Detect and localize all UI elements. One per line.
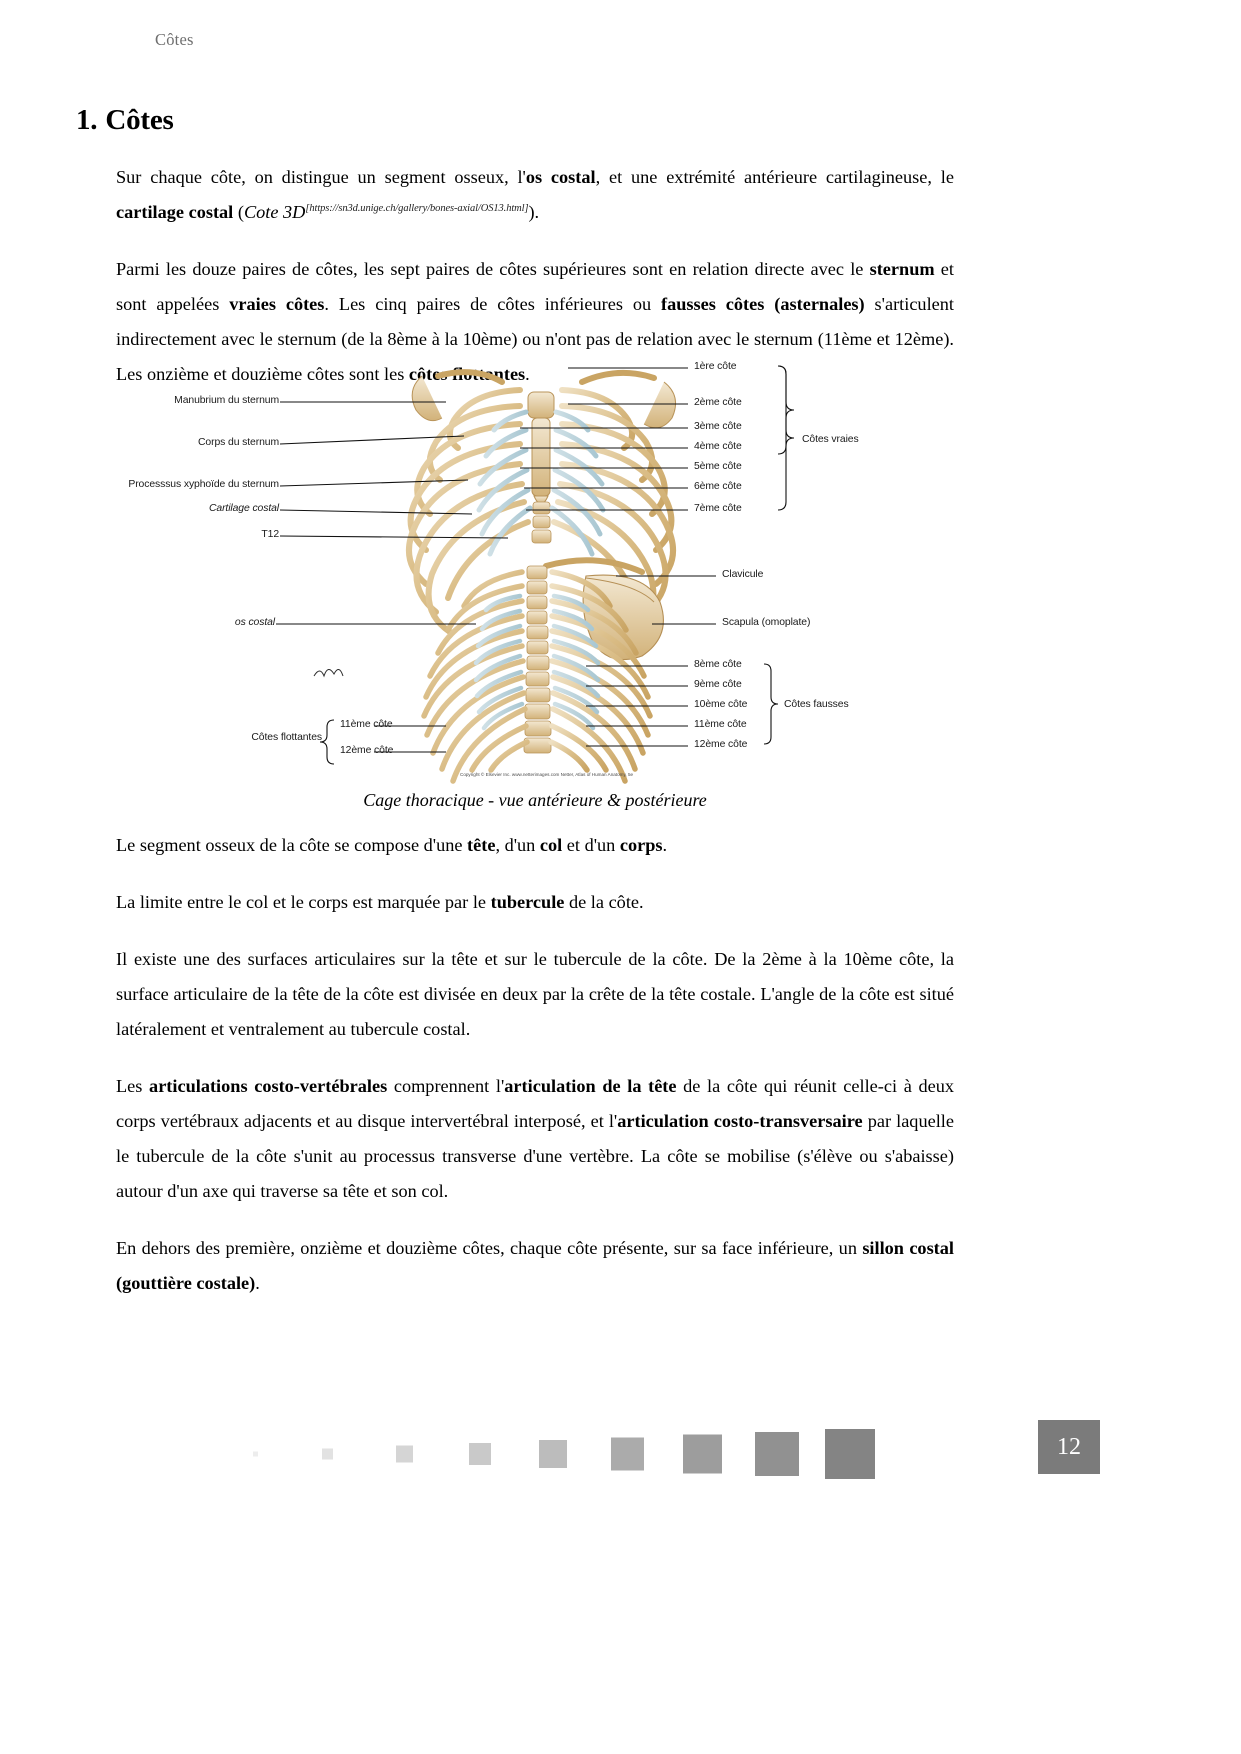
term-corps: corps [619,835,663,855]
figure-label-cote-8: 8ème côte [694,659,742,670]
figure-label-cote-5: 5ème côte [694,461,742,472]
term-sillon-costal: sillon costal (gouttière costale) [116,1238,954,1293]
text-run: et d'un [562,835,620,855]
term-articulation-de-la-tete: articulation de la tête [504,1076,677,1096]
figure-label-scapula: Scapula (omoplate) [722,617,811,628]
term-os-costal: os costal [525,167,596,187]
text-run: comprennent l' [387,1076,505,1096]
figure-label-cote-12: 12ème côte [694,739,748,750]
text-run: de la côte. [564,892,644,912]
text-run: Les [116,1076,150,1096]
paragraph-3 [116,828,954,863]
term-vraies-cotes: vraies côtes [229,294,325,314]
figure-group-cotes-fausses: Côtes fausses [784,699,849,710]
term-cotes-flottantes: côtes flottantes [408,364,526,384]
term-tubercule: tubercule [490,892,565,912]
text-run: et sont appelées [116,259,954,314]
figure-label-cote-11: 11ème côte [694,719,747,730]
text-run: , et une extrémité antérieure cartilagineuse, le [595,167,954,187]
running-header: Côtes [155,30,194,49]
progress-square-3 [396,1446,413,1463]
figure-label-cote-9: 9ème côte [694,679,742,690]
term-cartilage-costal: cartilage costal [116,202,234,222]
figure-label-cote-3: 3ème côte [694,421,742,432]
paragraph-7 [116,1231,954,1301]
progress-square-8 [755,1432,799,1476]
progress-square-7 [683,1435,722,1474]
progress-square-6 [611,1438,644,1471]
text-run: ( [233,202,244,222]
figure-label-cote-1: 1ère côte [694,361,737,372]
figure-copyright: Copyright © Elsevier Inc. www.netterimages.com Netter, Atlas of Human Anatomy, 5e [460,772,634,777]
figure-label-cote-4: 4ème côte [694,441,742,452]
paragraph-5: Il existe une des surfaces articulaires sur la tête et sur le tubercule de la côte. De la 2ème à la 10ème côte, la surface articulaire de la tête de la côte est divisée en deux par la crête de la tête costale. L'angle de la côte est situé latéralement et ventralement au tubercule costal. [116,949,954,1039]
text-run: En dehors des première, onzième et douzième côtes, chaque côte présente, sur sa face inférieure, un [116,1238,863,1258]
progress-square-4 [469,1443,491,1465]
term-sternum: sternum [869,259,935,279]
figure-group-cotes-flottantes: Côtes flottantes [251,732,322,743]
figure-label-t12: T12 [261,529,279,540]
text-run: s'articulent indirectement avec le sternum (de la 8ème à la 10ème) ou n'ont pas de relation avec le sternum (11ème et 12ème). Les onzième et douzième côtes sont les [116,294,954,384]
figure-label-cartilage-costal: Cartilage costal [208,503,279,514]
term-articulations-costo-vertebrales: articulations costo-vertébrales [149,1076,388,1096]
text-run: . [525,364,530,384]
figure-caption: Cage thoracique - vue antérieure & postérieure [363,790,707,810]
heading-text: Côtes [105,104,174,136]
text-run: ). [528,202,540,222]
progress-square-1 [253,1452,258,1457]
body-text-lower [116,828,954,1323]
figure-label-cote-12-post: 12ème côte [340,745,394,756]
anatomy-illustration [116,352,954,822]
term-col: col [539,835,563,855]
term-tete: tête [467,835,496,855]
figure-label-processus-xyphoide: Processsus xyphoïde du sternum [128,479,279,490]
figure-label-cote-10: 10ème côte [694,699,748,710]
text-run: Sur chaque côte, on distingue un segment osseux, l' [116,167,526,187]
page-title [76,104,174,137]
paragraph-4 [116,885,954,920]
figure-cage-thoracique [116,352,954,822]
text-run: Le segment osseux de la côte se compose d'une [116,835,468,855]
figure-label-os-costal: os costal [234,617,275,628]
text-run: La limite entre le col et le corps est marquée par le [116,892,491,912]
heading-number: 1. [76,104,98,136]
figure-label-cote-6: 6ème côte [694,481,742,492]
figure-label-manubrium: Manubrium du sternum [174,395,279,406]
text-run: de la côte qui réunit celle-ci à deux corps vertébraux adjacents et au disque intervertébral interposé, et l' [116,1076,954,1131]
reference-url[interactable]: [https://sn3d.unige.ch/gallery/bones-axial/OS13.html] [305,202,529,214]
progress-square-9 [825,1429,875,1479]
text-run: . [662,835,668,855]
figure-label-cote-2: 2ème côte [694,397,742,408]
progress-square-5 [539,1440,567,1468]
figure-label-cote-11-post: 11ème côte [340,719,393,730]
text-run: par laquelle le tubercule de la côte s'unit au processus transverse d'une vertèbre. La côte se mobilise (s'élève ou s'abaisse) autour d'un axe qui traverse sa tête et son col. [116,1111,954,1201]
progress-square-2 [322,1449,333,1460]
text-run: Parmi les douze paires de côtes, les sept paires de côtes supérieures sont en relation directe avec le [116,259,870,279]
figure-label-clavicule: Clavicule [722,569,764,580]
term-fausses-cotes: fausses côtes (asternales) [661,294,865,314]
term-articulation-costo-transversaire: articulation costo-transversaire [617,1111,863,1131]
paragraph-6 [116,1069,954,1209]
figure-label-cote-7: 7ème côte [694,503,742,514]
text-run: , d'un [495,835,540,855]
text-run: . [255,1273,260,1293]
text-run: . Les cinq paires de côtes inférieures ou [324,294,662,314]
reference-cote-3d: Cote 3D [243,202,306,222]
figure-label-corps-sternum: Corps du sternum [198,437,279,448]
page-number: 12 [1038,1420,1100,1474]
figure-group-cotes-vraies: Côtes vraies [802,434,859,445]
paragraph-1 [116,160,954,230]
